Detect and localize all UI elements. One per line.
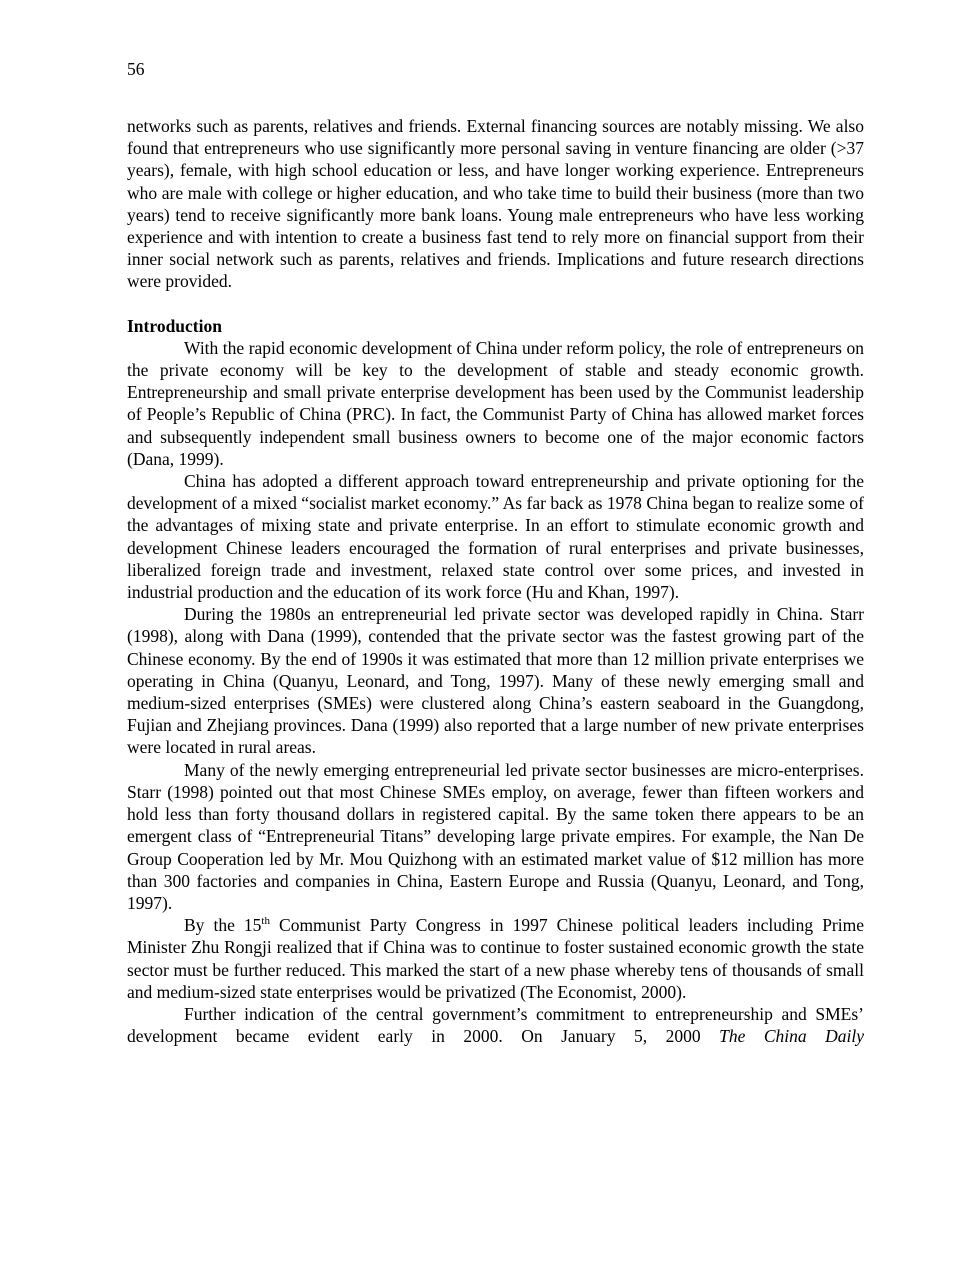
paragraph-text: By the 15: [184, 915, 262, 936]
paragraph: [127, 1003, 864, 1047]
abstract-paragraph: networks such as parents, relatives and friends. External financing sources are notably missing. We also found that entrepreneurs who use significantly more personal saving in venture financing are older (>37 years), female, with high school education or less, and have longer working experience. Entrepreneurs who are male with college or higher education, and who take time to build their business (more than two years) tend to receive significantly more bank loans. Young male entrepreneurs who have less working experience and with intention to create a business fast tend to rely more on financial support from their inner social network such as parents, relatives and friends. Implications and future research directions were provided.: [127, 116, 864, 292]
publication-title: The China Daily: [719, 1026, 864, 1047]
paragraph-text: Communist Party Congress in 1997 Chinese political leaders including Prime Minister Zhu Rongji realized that if China was to continue to foster sustained economic growth the state sector must be further reduced. This marked the start of a new phase whereby tens of thousands of small and medium-sized state enterprises would be privatized (The Economist, 2000).: [127, 915, 864, 1002]
section-heading-introduction: Introduction: [127, 315, 222, 336]
paragraph: [127, 914, 864, 1003]
paragraph-text: Further indication of the central government’s commitment to entrepreneurship and SMEs’ development became evident early in 2000. On January 5, 2000: [127, 1003, 864, 1047]
page-number: 56: [127, 59, 145, 79]
paragraph: During the 1980s an entrepreneurial led private sector was developed rapidly in China. Starr (1998), along with Dana (1999), contended that the private sector was the fastest growing part of the Chinese economy. By the end of 1990s it was estimated that more than 12 million private enterprises we operating in China (Quanyu, Leonard, and Tong, 1997). Many of these newly emerging small and medium-sized enterprises (SMEs) were clustered along China’s eastern seaboard in the Guangdong, Fujian and Zhejiang provinces. Dana (1999) also reported that a large number of new private enterprises were located in rural areas.: [127, 604, 864, 758]
paragraph: With the rapid economic development of China under reform policy, the role of entrepreneurs on the private economy will be key to the development of stable and steady economic growth. Entrepreneurship and small private enterprise development has been used by the Communist leadership of People’s Republic of China (PRC). In fact, the Communist Party of China has allowed market forces and subsequently independent small business owners to become one of the major economic factors (Dana, 1999).: [127, 337, 864, 469]
paragraph: Many of the newly emerging entrepreneurial led private sector businesses are micro-enterprises. Starr (1998) pointed out that most Chinese SMEs employ, on average, fewer than fifteen workers and hold less than forty thousand dollars in registered capital. By the same token there appears to be an emergent class of “Entrepreneurial Titans” developing large private empires. For example, the Nan De Group Cooperation led by Mr. Mou Quizhong with an estimated market value of $12 million has more than 300 factories and companies in China, Eastern Europe and Russia (Quanyu, Leonard, and Tong, 1997).: [127, 759, 864, 913]
ordinal-superscript: th: [261, 915, 270, 928]
body-text: [127, 115, 864, 1047]
paragraph: China has adopted a different approach toward entrepreneurship and private optioning for the development of a mixed “socialist market economy.” As far back as 1978 China began to realize some of the advantages of mixing state and private enterprise. In an effort to stimulate economic growth and development Chinese leaders encouraged the formation of rural enterprises and private businesses, liberalized foreign trade and investment, relaxed state control over some prices, and invested in industrial production and the education of its work force (Hu and Khan, 1997).: [127, 471, 864, 603]
